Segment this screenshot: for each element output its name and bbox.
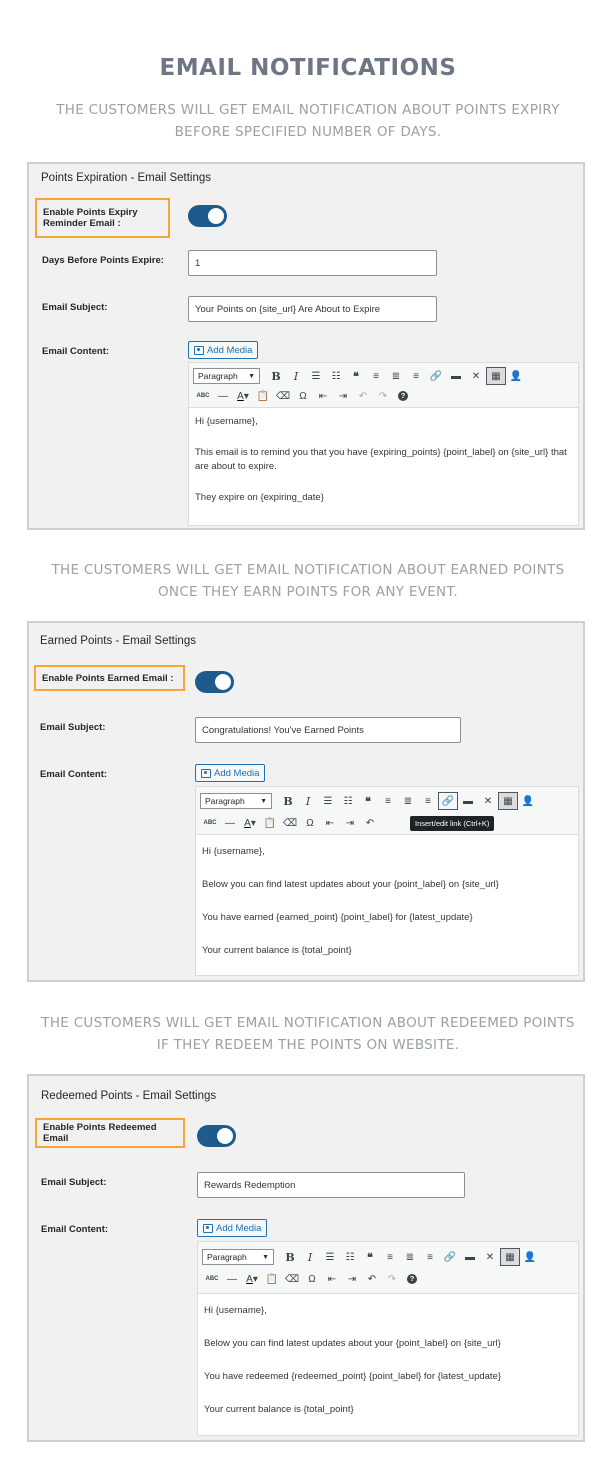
body-line: Hi {username}, [204,1305,267,1316]
link-icon[interactable]: 🔗 [443,1251,457,1263]
link-icon[interactable]: 🔗 [429,370,443,382]
blockquote-icon[interactable]: ❝ [353,369,359,383]
user-avatar-icon[interactable]: 👤 [521,795,535,807]
italic-icon[interactable]: I [293,369,299,383]
body-line: You have earned {earned_point} {point_label} for {latest_update} [202,912,473,923]
bullet-list-icon[interactable]: ☰ [323,795,333,807]
redo-icon[interactable]: ↷ [387,1273,397,1285]
editor-content[interactable] [204,1302,570,1434]
page-title: EMAIL NOTIFICATIONS [159,55,457,81]
panel-title: Earned Points - Email Settings [40,635,196,647]
bullet-list-icon[interactable]: ☰ [311,370,321,382]
expiry-reminder-label: Enable Points Expiry Reminder Email : [35,198,170,238]
clear-formatting-icon[interactable]: ⌫ [275,390,291,402]
panel-title: Points Expiration - Email Settings [41,172,212,184]
horizontal-line-icon[interactable]: — [227,1273,237,1285]
blockquote-icon[interactable]: ❝ [367,1250,373,1264]
horizontal-line-icon[interactable]: — [225,817,235,829]
editor-content[interactable] [195,415,570,521]
special-character-icon[interactable]: Ω [299,390,307,402]
email-content-label: Email Content: [40,769,108,780]
body-line: They expire on {expiring_date} [195,491,324,503]
body-line: Below you can find latest updates about your {point_label} on {site_url} [202,879,499,890]
body-line: Your current balance is {total_point} [202,945,352,956]
body-line: You have redeemed {redeemed_point} {point_label} for {latest_update} [204,1371,502,1382]
user-avatar-icon[interactable]: 👤 [523,1251,537,1263]
special-character-icon[interactable]: Ω [306,817,314,829]
user-avatar-icon[interactable]: 👤 [509,370,523,382]
expiry-reminder-toggle[interactable] [188,205,227,227]
points-earned-label: Enable Points Earned Email : [34,665,185,691]
editor-content[interactable] [202,843,570,975]
days-before-expire-label: Days Before Points Expire: [42,255,164,266]
undo-icon[interactable]: ↶ [358,390,368,402]
fullscreen-icon[interactable]: ✕ [471,370,481,382]
media-icon [194,346,204,355]
horizontal-line-icon[interactable]: — [218,390,228,402]
format-select[interactable]: Paragraph ▼ [193,368,260,384]
body-line: Hi {username}, [202,846,265,857]
numbered-list-icon[interactable]: ☷ [343,795,353,807]
spellcheck-icon[interactable]: ABC [203,820,217,826]
numbered-list-icon[interactable]: ☷ [345,1251,355,1263]
toggle-knob [215,674,231,690]
toolbar-toggle-icon[interactable]: ▦ [486,367,506,385]
add-media-button[interactable]: Add Media [197,1219,267,1237]
align-left-icon[interactable]: ≡ [385,795,391,807]
spellcheck-icon[interactable]: ABC [205,1276,219,1282]
add-media-button[interactable]: Add Media [188,341,258,359]
outdent-icon[interactable]: ⇤ [318,390,328,402]
panel-title: Redeemed Points - Email Settings [41,1090,217,1102]
read-more-icon[interactable]: ▬ [465,1251,475,1263]
help-icon[interactable]: ? [402,1270,422,1288]
email-content-label: Email Content: [42,346,110,357]
align-center-icon[interactable]: ≣ [403,795,413,807]
body-line: This email is to remind you that you have {expiring_points} {point_label} on {site_url} that are about to expire. [195,446,567,472]
help-icon[interactable]: ? [393,387,413,405]
paste-text-icon[interactable]: 📋 [263,817,277,829]
link-tooltip: Insert/edit link (Ctrl+K) [410,816,494,831]
text-color-icon[interactable]: A ▾ [246,1273,258,1285]
email-content-editor[interactable] [195,786,579,976]
blockquote-icon[interactable]: ❝ [365,794,371,808]
bold-icon[interactable]: B [271,369,281,383]
editor-toolbar [196,787,578,835]
clear-formatting-icon[interactable]: ⌫ [284,1273,300,1285]
email-subject-input[interactable]: Congratulations! You've Earned Points [195,717,461,743]
paste-text-icon[interactable]: 📋 [265,1273,279,1285]
body-line: Your current balance is {total_point} [204,1404,354,1415]
italic-icon[interactable]: I [305,794,311,808]
points-earned-toggle[interactable] [195,671,234,693]
link-icon[interactable]: 🔗 [438,792,458,810]
format-select[interactable]: Paragraph ▼ [202,1249,274,1265]
read-more-icon[interactable]: ▬ [463,795,473,807]
section-description: THE CUSTOMERS WILL GET EMAIL NOTIFICATION ABOUT EARNED POINTS ONCE THEY EARN POINTS FOR ANY EVENT. [51,562,565,600]
email-subject-label: Email Subject: [40,722,106,733]
text-color-icon[interactable]: A ▾ [237,390,249,402]
clear-formatting-icon[interactable]: ⌫ [282,817,298,829]
section-description: THE CUSTOMERS WILL GET EMAIL NOTIFICATION ABOUT REDEEMED POINTS IF THEY REDEEM THE POINTS ON WEBSITE. [41,1015,575,1053]
fullscreen-icon[interactable]: ✕ [485,1251,495,1263]
redeemed-points-panel [27,1074,585,1442]
toggle-knob [217,1128,233,1144]
toggle-knob [208,208,224,224]
email-subject-input[interactable]: Your Points on {site_url} Are About to Expire [188,296,437,322]
fullscreen-icon[interactable]: ✕ [483,795,493,807]
undo-icon[interactable]: ↶ [365,817,375,829]
indent-icon[interactable]: ⇥ [338,390,348,402]
email-content-editor[interactable] [197,1241,579,1436]
italic-icon[interactable]: I [307,1250,313,1264]
align-left-icon[interactable]: ≡ [387,1251,393,1263]
editor-toolbar [198,1242,578,1294]
align-right-icon[interactable]: ≡ [425,795,431,807]
indent-icon[interactable]: ⇥ [347,1273,357,1285]
paste-text-icon[interactable]: 📋 [256,390,270,402]
body-line: Hi {username}, [195,416,258,427]
bold-icon[interactable]: B [283,794,293,808]
redo-icon[interactable]: ↷ [378,390,388,402]
special-character-icon[interactable]: Ω [308,1273,316,1285]
text-color-icon[interactable]: A ▾ [244,817,256,829]
align-right-icon[interactable]: ≡ [413,370,419,382]
media-icon [201,769,211,778]
outdent-icon[interactable]: ⇤ [325,817,335,829]
points-redeemed-label: Enable Points Redeemed Email [35,1118,185,1148]
align-right-icon[interactable]: ≡ [427,1251,433,1263]
email-subject-label: Email Subject: [42,302,108,313]
numbered-list-icon[interactable]: ☷ [331,370,341,382]
email-content-editor[interactable] [188,362,579,526]
read-more-icon[interactable]: ▬ [451,370,461,382]
email-content-label: Email Content: [41,1224,109,1235]
points-expiration-panel [27,162,585,530]
align-center-icon[interactable]: ≣ [391,370,401,382]
section-description: THE CUSTOMERS WILL GET EMAIL NOTIFICATION ABOUT POINTS EXPIRY BEFORE SPECIFIED NUMBER OF DAYS. [56,102,560,140]
spellcheck-icon[interactable]: ABC [196,393,210,399]
outdent-icon[interactable]: ⇤ [327,1273,337,1285]
email-subject-input[interactable]: Rewards Redemption [197,1172,465,1198]
bullet-list-icon[interactable]: ☰ [325,1251,335,1263]
toolbar-toggle-icon[interactable]: ▦ [498,792,518,810]
days-before-expire-input[interactable]: 1 [188,250,437,276]
indent-icon[interactable]: ⇥ [345,817,355,829]
add-media-button[interactable]: Add Media [195,764,265,782]
email-subject-label: Email Subject: [41,1177,107,1188]
points-redeemed-toggle[interactable] [197,1125,236,1147]
align-center-icon[interactable]: ≣ [405,1251,415,1263]
earned-points-panel [27,621,585,982]
align-left-icon[interactable]: ≡ [373,370,379,382]
format-select[interactable]: Paragraph ▼ [200,793,272,809]
bold-icon[interactable]: B [285,1250,295,1264]
undo-icon[interactable]: ↶ [367,1273,377,1285]
toolbar-toggle-icon[interactable]: ▦ [500,1248,520,1266]
body-line: Below you can find latest updates about your {point_label} on {site_url} [204,1338,501,1349]
media-icon [203,1224,213,1233]
editor-toolbar [189,363,578,408]
